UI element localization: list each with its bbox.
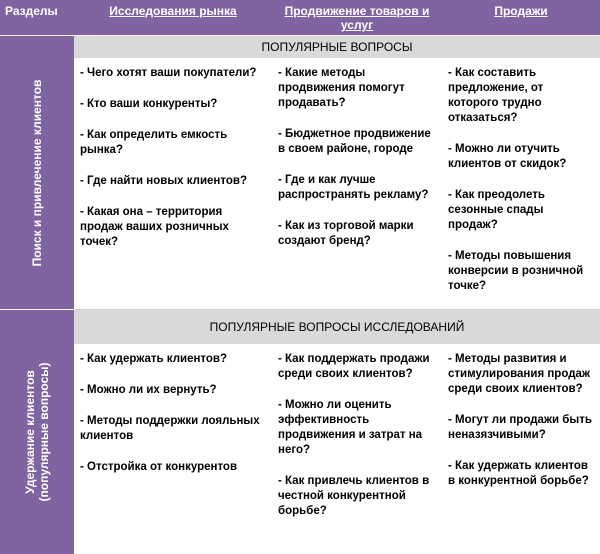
retention-research-cell: [74, 344, 272, 554]
band-popular-research-questions: ПОПУЛЯРНЫЕ ВОПРОСЫ ИССЛЕДОВАНИЙ: [74, 310, 600, 344]
question-item: - Можно ли оценить эффективность продвижения и затрат на него?: [278, 399, 423, 456]
question-item: - Как удержать клиентов в конкурентной борьбе?: [448, 460, 589, 487]
section-retention-label: [0, 310, 74, 554]
question-item: - Как определить емкость рынка?: [80, 129, 228, 156]
question-item: - Как удержать клиентов?: [80, 353, 228, 365]
search-promotion-cell: [272, 58, 442, 310]
band-popular-questions: ПОПУЛЯРНЫЕ ВОПРОСЫ: [74, 36, 600, 58]
question-item: - Методы поддержки лояльных клиентов: [80, 415, 260, 442]
question-item: - Как привлечь клиентов в честной конкурентной борьбе?: [278, 475, 430, 517]
header-promotion-link[interactable]: Продвижение товаров и услуг: [272, 0, 442, 36]
section-retention-line1: Удержание клиентов: [23, 370, 37, 494]
question-item: - Отстройка от конкурентов: [80, 461, 238, 473]
question-item: - Можно ли их вернуть?: [80, 384, 217, 396]
question-item: - Как преодолеть сезонные спады продаж?: [448, 189, 545, 231]
section-search-text: Поиск и привлечение клиентов: [30, 79, 44, 266]
search-research-cell: [74, 58, 272, 310]
question-item: - Чего хотят ваши покупатели?: [80, 67, 257, 79]
question-item: - Методы развития и стимулирования продаж среди своих клиентов?: [448, 353, 591, 395]
question-item: - Как составить предложение, от которого трудно отказаться?: [448, 67, 544, 124]
question-item: - Кто ваши конкуренты?: [80, 98, 218, 110]
question-item: - Какие методы продвижения помогут продавать?: [278, 67, 405, 109]
section-search-label: [0, 36, 74, 310]
question-item: - Можно ли отучить клиентов от скидок?: [448, 143, 567, 170]
question-item: - Где найти новых клиентов?: [80, 175, 247, 187]
retention-sales-cell: [442, 344, 600, 554]
question-item: - Бюджетное продвижение в своем районе, городе: [278, 128, 431, 155]
question-item: - Как поддержать продажи среди своих клиентов?: [278, 353, 430, 380]
header-sections: Разделы: [0, 0, 74, 36]
question-item: - Методы повышения конверсии в розничной точке?: [448, 250, 584, 292]
header-sales-link[interactable]: Продажи: [442, 0, 600, 36]
question-item: - Как из торговой марки создают бренд?: [278, 220, 414, 247]
question-item: - Могут ли продажи быть неназязчивыми?: [448, 414, 592, 441]
retention-promotion-cell: [272, 344, 442, 554]
question-item: - Какая она – территория продаж ваших розничных точек?: [80, 206, 229, 248]
section-retention-line2: (популярные вопросы): [37, 362, 51, 502]
search-sales-cell: [442, 58, 600, 310]
header-research-link[interactable]: Исследования рынка: [74, 0, 272, 36]
section-retention-text: [23, 362, 51, 501]
question-item: - Где и как лучше распространять рекламу?: [278, 174, 429, 201]
